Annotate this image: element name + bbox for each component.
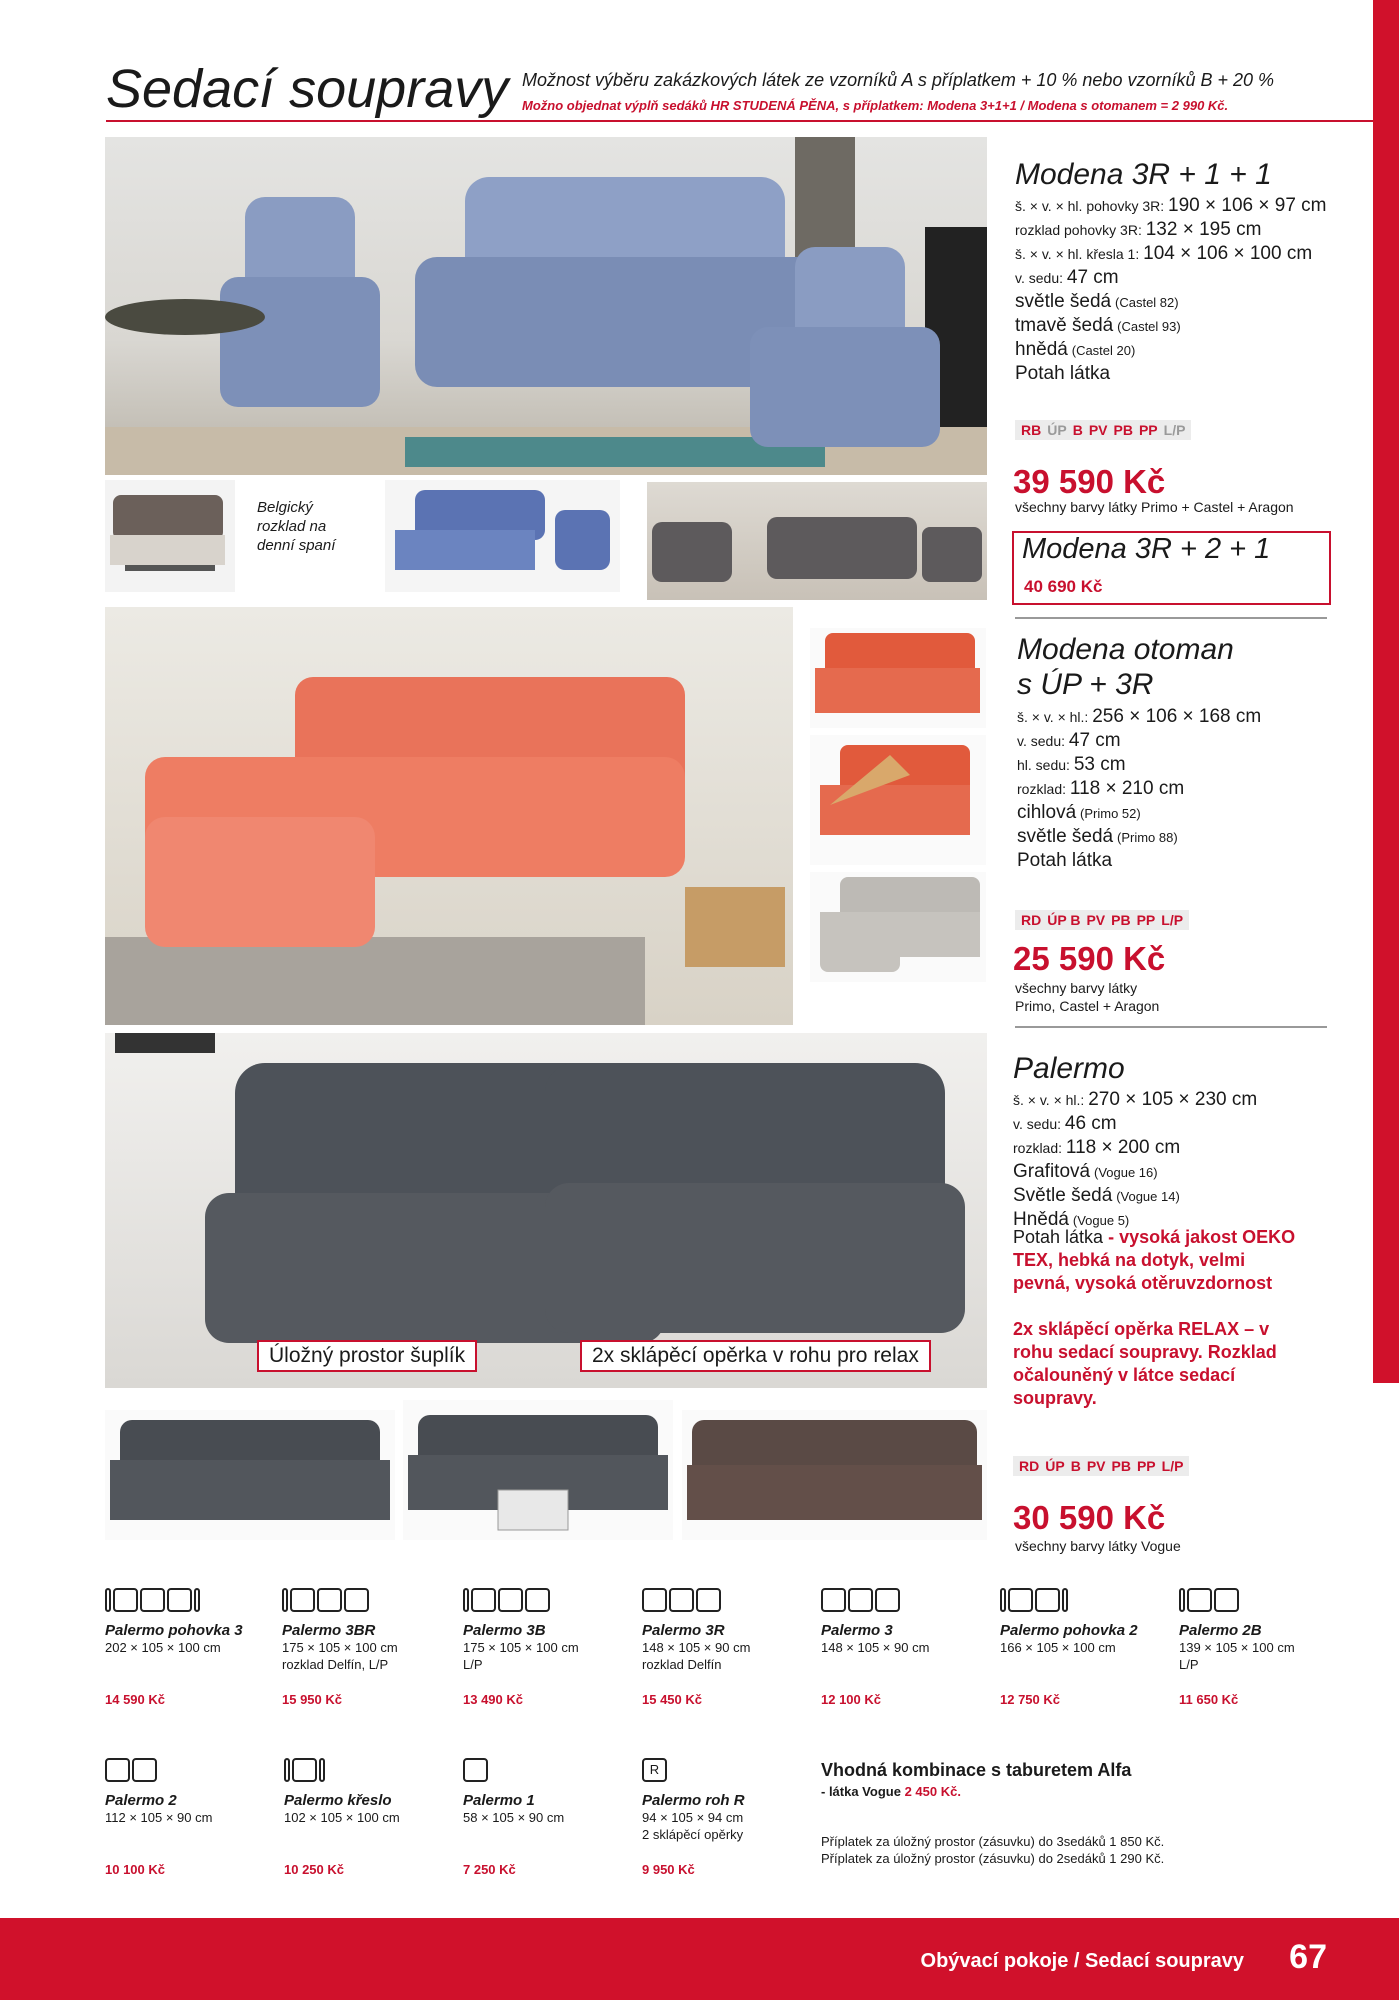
module-palermo-2b: Palermo 2B 139 × 105 × 100 cm L/P 11 650 Kč xyxy=(1179,1582,1349,1712)
seat-icon xyxy=(463,1752,633,1782)
palermo-thumb-1 xyxy=(105,1410,395,1540)
otoman-price-note-1: všechny barvy látky xyxy=(1015,980,1138,996)
otoman-specs xyxy=(1017,705,1261,873)
fabric-row: Potah látka xyxy=(1017,850,1113,871)
color-row: tmavě šedá (Castel 93) xyxy=(1015,315,1181,336)
spec-row: š. × v. × hl. pohovky 3R: 190 × 106 × 97 cm xyxy=(1015,195,1327,216)
spec-row: v. sedu: 46 cm xyxy=(1013,1113,1117,1134)
spec-row: rozklad pohovky 3R: 132 × 195 cm xyxy=(1015,219,1262,240)
sofa-2-left-arm-icon xyxy=(1179,1582,1349,1612)
modena-price-note: všechny barvy látky Primo + Castel + Aragon xyxy=(1015,499,1294,515)
palermo-main-photo xyxy=(105,1033,987,1388)
palermo-thumb-2 xyxy=(403,1400,673,1540)
module-palermo-roh-r: R Palermo roh R 94 × 105 × 94 cm 2 sklápěcí opěrky 9 950 Kč xyxy=(642,1752,812,1882)
palermo-price: 30 590 Kč xyxy=(1013,1499,1166,1536)
sofa-3-left-arm-icon xyxy=(463,1582,633,1612)
palermo-title: Palermo xyxy=(1013,1052,1125,1085)
spec-row: v. sedu: 47 cm xyxy=(1015,267,1119,288)
modena-price: 39 590 Kč xyxy=(1013,463,1166,500)
spec-row: š. × v. × hl.: 270 × 105 × 230 cm xyxy=(1013,1089,1258,1110)
modena-main-photo xyxy=(105,137,987,475)
color-row: Hnědá (Vogue 5) xyxy=(1013,1209,1130,1230)
module-palermo-2: Palermo 2 112 × 105 × 90 cm 10 100 Kč xyxy=(105,1752,275,1882)
module-palermo-pohovka-2: Palermo pohovka 2 166 × 105 × 100 cm 12 750 Kč xyxy=(1000,1582,1170,1712)
color-row: světle šedá (Castel 82) xyxy=(1015,291,1179,312)
modena-specs xyxy=(1015,194,1327,386)
modena-grey-set-photo xyxy=(647,482,987,600)
belgian-bed-label: Belgický rozklad na denní spaní xyxy=(257,499,336,554)
palermo-relax-note: 2x sklápěcí opěrka RELAX – v rohu sedací soupravy. Rozklad očalouněný v látce sedací soupravy. xyxy=(1013,1319,1277,1408)
callout-drawer: Úložný prostor šuplík xyxy=(257,1340,477,1372)
spec-row: rozklad: 118 × 210 cm xyxy=(1017,778,1185,799)
module-palermo-3br: Palermo 3BR 175 × 105 × 100 cm rozklad Delfín, L/P 15 950 Kč xyxy=(282,1582,452,1712)
modena-bed-photo xyxy=(105,480,235,592)
otoman-main-photo xyxy=(105,607,793,1025)
modena-title: Modena 3R + 1 + 1 xyxy=(1015,158,1272,191)
sofa-3-icon xyxy=(642,1582,812,1612)
palermo-feature-tags: RD ÚP B PV PB PP L/P xyxy=(1013,1456,1189,1476)
callout-relax: 2x sklápěcí opěrka v rohu pro relax xyxy=(580,1340,931,1372)
otoman-side-photo-3 xyxy=(810,872,986,982)
page-number: 67 xyxy=(1289,1938,1327,1976)
spec-row: hl. sedu: 53 cm xyxy=(1017,754,1126,775)
palermo-fabric-text: Potah látka - vysoká jakost OEKO TEX, hebká na dotyk, velmi pevná, vysoká otěruvzdornost xyxy=(1013,1227,1296,1293)
palermo-thumb-3 xyxy=(682,1410,987,1540)
module-palermo-1: Palermo 1 58 × 105 × 90 cm 7 250 Kč xyxy=(463,1752,633,1882)
module-palermo-3b: Palermo 3B 175 × 105 × 100 cm L/P 13 490 Kč xyxy=(463,1582,633,1712)
fabric-row: Potah látka xyxy=(1015,363,1111,384)
otoman-side-photo-2 xyxy=(810,735,986,865)
spec-row: š. × v. × hl. křesla 1: 104 × 106 × 100 cm xyxy=(1015,243,1313,264)
armchair-icon xyxy=(284,1752,454,1782)
color-row: světle šedá (Primo 88) xyxy=(1017,826,1178,847)
modena-divider xyxy=(1015,617,1327,619)
sofa-2-arms-icon xyxy=(1000,1582,1170,1612)
otoman-divider xyxy=(1015,1026,1327,1028)
modena-variant-title: Modena 3R + 2 + 1 xyxy=(1022,533,1271,565)
modena-feature-tags: RB ÚP B PV PB PP L/P xyxy=(1015,420,1191,440)
surcharge-1: Příplatek za úložný prostor (zásuvku) do 3sedáků 1 850 Kč. xyxy=(821,1834,1165,1849)
spec-row: š. × v. × hl.: 256 × 106 × 168 cm xyxy=(1017,706,1262,727)
color-row: Světle šedá (Vogue 14) xyxy=(1013,1185,1180,1206)
footer-section: Obývací pokoje / Sedací soupravy xyxy=(920,1950,1244,1972)
color-row: hnědá (Castel 20) xyxy=(1015,339,1136,360)
module-palermo-3r: Palermo 3R 148 × 105 × 90 cm rozklad Delfín 15 450 Kč xyxy=(642,1582,812,1712)
color-row: Grafitová (Vogue 16) xyxy=(1013,1161,1158,1182)
otoman-price-note-2: Primo, Castel + Aragon xyxy=(1015,998,1160,1014)
otoman-title-2: s ÚP + 3R xyxy=(1017,668,1154,701)
header-divider xyxy=(106,120,1373,122)
modena-variant-price: 40 690 Kč xyxy=(1024,577,1103,596)
palermo-specs xyxy=(1013,1088,1257,1232)
modena-open-photo xyxy=(385,480,620,592)
corner-r-icon: R xyxy=(642,1752,812,1782)
modena-variant-box xyxy=(1012,531,1331,605)
palermo-price-note: všechny barvy látky Vogue xyxy=(1015,1538,1181,1554)
module-palermo-kreslo: Palermo křeslo 102 × 105 × 100 cm 10 250 Kč xyxy=(284,1752,454,1882)
module-palermo-3: Palermo 3 148 × 105 × 90 cm 12 100 Kč xyxy=(821,1582,991,1712)
sofa-3-arms-icon xyxy=(105,1582,275,1612)
otoman-price: 25 590 Kč xyxy=(1013,940,1166,977)
side-tab xyxy=(1373,0,1399,1383)
otoman-title-1: Modena otoman xyxy=(1017,633,1234,666)
spec-row: rozklad: 118 × 200 cm xyxy=(1013,1137,1181,1158)
combo-title: Vhodná kombinace s taburetem Alfa xyxy=(821,1760,1132,1780)
module-palermo-pohovka-3: Palermo pohovka 3 202 × 105 × 100 cm 14 590 Kč xyxy=(105,1582,275,1712)
sofa-3-left-arm-icon xyxy=(282,1582,452,1612)
sofa-2-icon xyxy=(105,1752,275,1782)
color-row: cihlová (Primo 52) xyxy=(1017,802,1141,823)
page-title: Sedací soupravy xyxy=(106,59,509,119)
combo-line: - látka Vogue 2 450 Kč. xyxy=(821,1784,961,1799)
spec-row: v. sedu: 47 cm xyxy=(1017,730,1121,751)
otoman-feature-tags: RD ÚP B PV PB PP L/P xyxy=(1015,910,1189,930)
otoman-side-photo-1 xyxy=(810,628,986,728)
header-note-2: Možno objednat výplň sedáků HR STUDENÁ PĚNA, s příplatkem: Modena 3+1+1 / Modena s otomanem = 2 990 Kč. xyxy=(522,98,1229,113)
surcharge-2: Příplatek za úložný prostor (zásuvku) do 2sedáků 1 290 Kč. xyxy=(821,1851,1165,1866)
header-note-1: Možnost výběru zakázkových látek ze vzorníků A s příplatkem + 10 % nebo vzorníků B + 20 % xyxy=(522,70,1275,90)
footer-bar xyxy=(0,1918,1399,2000)
sofa-3-icon xyxy=(821,1582,991,1612)
